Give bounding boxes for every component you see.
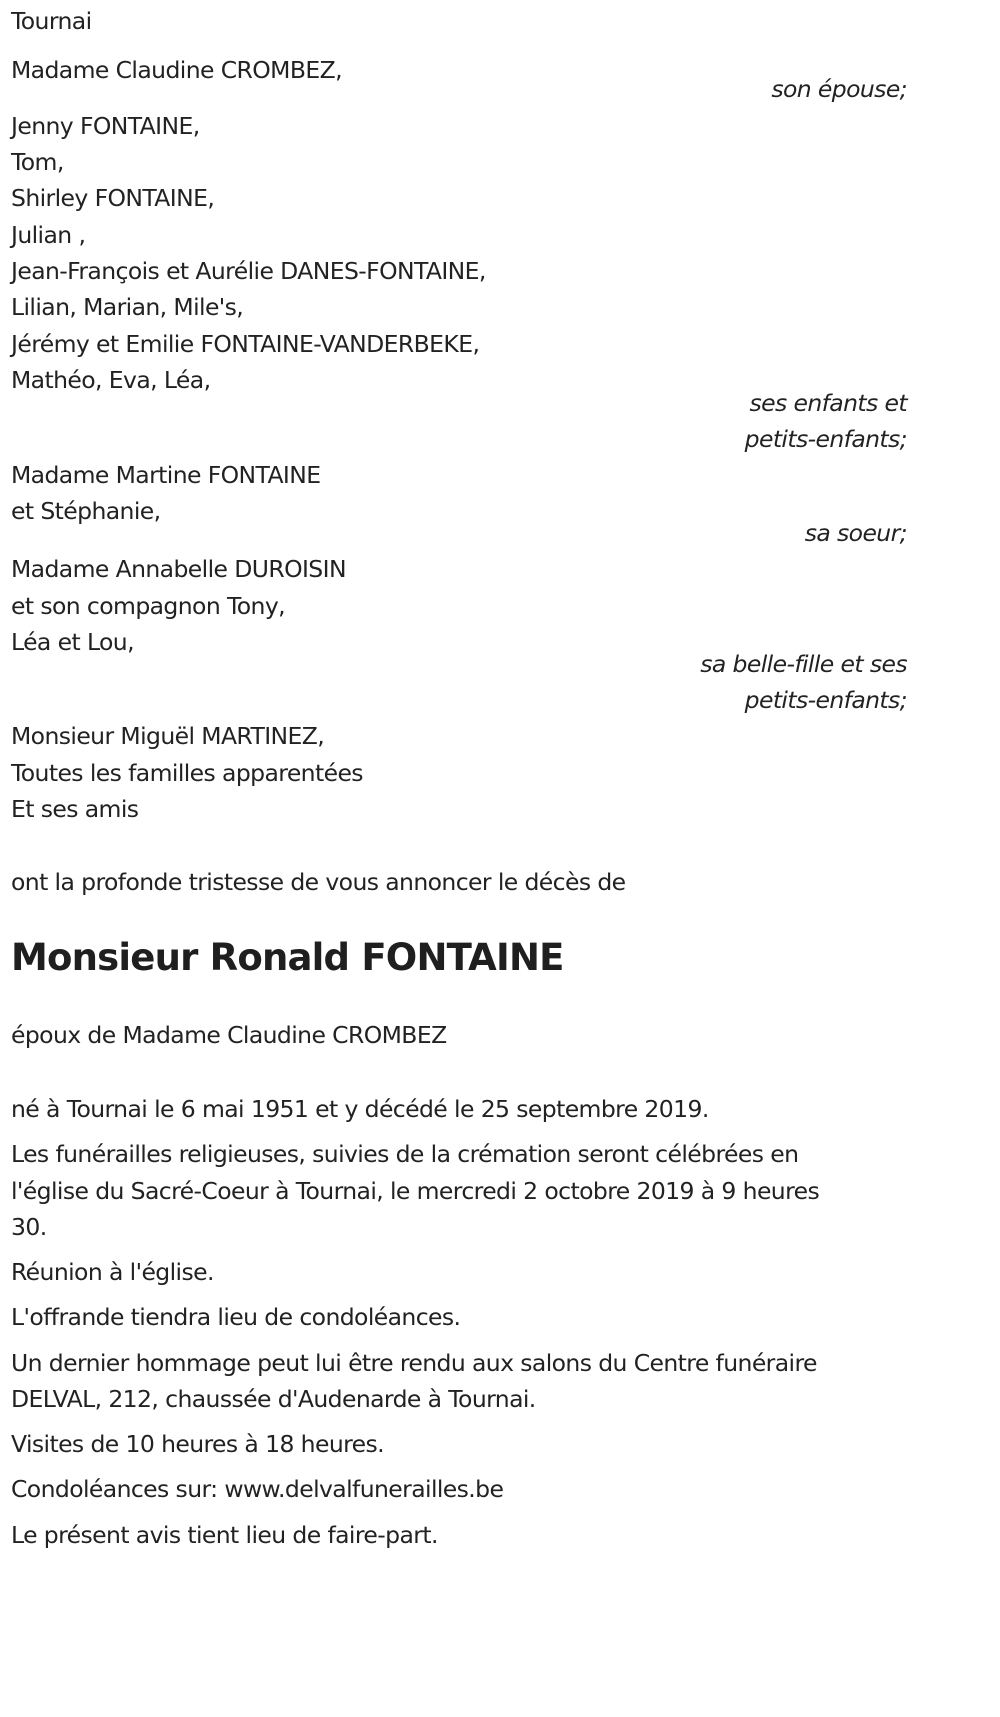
city-label: Tournai [11, 7, 92, 35]
sister-role: sa soeur; [804, 519, 907, 547]
sister-line: Madame Martine FONTAINE [11, 461, 321, 489]
child-line: Lilian, Marian, Mile's, [11, 293, 244, 321]
child-line: Jean-François et Aurélie DANES-FONTAINE, [11, 257, 486, 285]
notice-info: Le présent avis tient lieu de faire-part. [11, 1521, 438, 1549]
tribute-info: DELVAL, 212, chaussée d'Audenarde à Tournai. [11, 1385, 536, 1413]
spouse-role: son épouse; [771, 75, 907, 103]
funeral-details: Les funérailles religieuses, suivies de la crémation seront célébrées en [11, 1140, 799, 1168]
announcement-text: ont la profonde tristesse de vous annoncer le décès de [11, 868, 626, 896]
others-line: Monsieur Miguël MARTINEZ, [11, 722, 325, 750]
funeral-details: 30. [11, 1213, 47, 1241]
spouse-name: Madame Claudine CROMBEZ, [11, 56, 342, 84]
sister-line: et Stéphanie, [11, 497, 161, 525]
stepdaughter-role: petits-enfants; [744, 686, 907, 714]
condolences-info: Condoléances sur: www.delvalfunerailles.be [11, 1475, 504, 1503]
child-line: Shirley FONTAINE, [11, 184, 215, 212]
child-line: Mathéo, Eva, Léa, [11, 366, 211, 394]
others-line: Toutes les familles apparentées [11, 759, 363, 787]
child-line: Julian , [11, 221, 86, 249]
stepdaughter-line: Madame Annabelle DUROISIN [11, 555, 346, 583]
child-line: Jenny FONTAINE, [11, 112, 200, 140]
children-role: petits-enfants; [744, 425, 907, 453]
funeral-details: l'église du Sacré-Coeur à Tournai, le mercredi 2 octobre 2019 à 9 heures [11, 1177, 820, 1205]
stepdaughter-line: et son compagnon Tony, [11, 592, 285, 620]
birth-death-line: né à Tournai le 6 mai 1951 et y décédé le 25 septembre 2019. [11, 1095, 709, 1123]
child-line: Tom, [11, 148, 64, 176]
deceased-name: Monsieur Ronald FONTAINE [11, 936, 564, 979]
offering-info: L'offrande tiendra lieu de condoléances. [11, 1303, 461, 1331]
children-role: ses enfants et [749, 389, 907, 417]
stepdaughter-line: Léa et Lou, [11, 628, 134, 656]
others-line: Et ses amis [11, 795, 139, 823]
meeting-info: Réunion à l'église. [11, 1258, 214, 1286]
tribute-info: Un dernier hommage peut lui être rendu aux salons du Centre funéraire [11, 1349, 817, 1377]
deceased-spouse-line: époux de Madame Claudine CROMBEZ [11, 1021, 447, 1049]
stepdaughter-role: sa belle-fille et ses [700, 650, 907, 678]
child-line: Jérémy et Emilie FONTAINE-VANDERBEKE, [11, 330, 480, 358]
visits-info: Visites de 10 heures à 18 heures. [11, 1430, 385, 1458]
